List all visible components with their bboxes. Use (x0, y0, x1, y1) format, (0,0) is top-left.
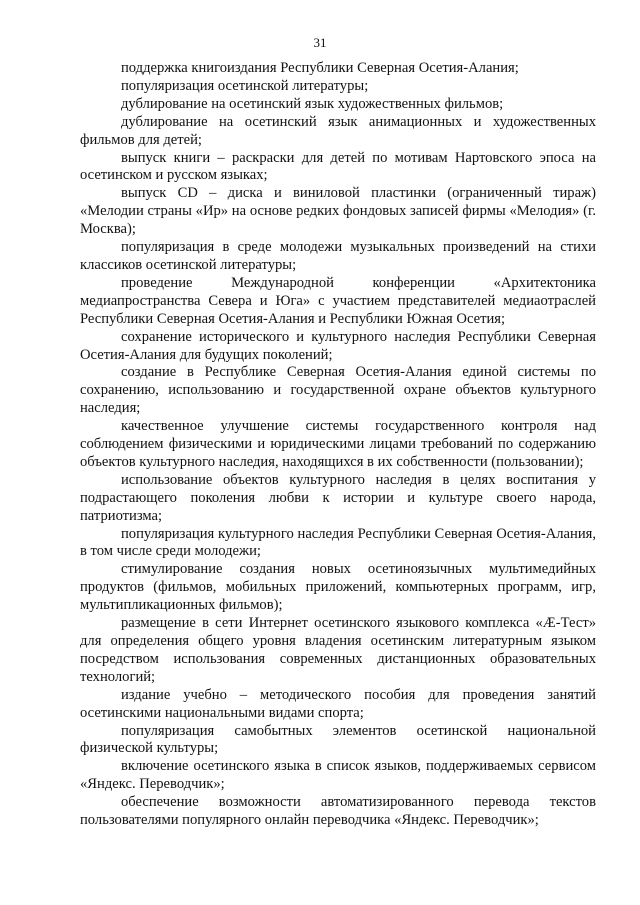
paragraph: размещение в сети Интернет осетинского языкового комплекса «Æ-Тест» для определения общего уровня владения осетинским литературным языком посредством использования современных дистанционных образовательных технологий; (80, 615, 596, 685)
paragraph: обеспечение возможности автоматизированного перевода текстов пользователями популярного онлайн переводчика «Яндекс. Переводчик»; (80, 794, 596, 829)
paragraph: дублирование на осетинский язык анимационных и художественных фильмов для детей; (80, 113, 596, 148)
paragraph: использование объектов культурного наследия в целях воспитания у подрастающего поколения любви к истории и культуре своего народа, патриотизма; (80, 471, 596, 524)
paragraph: популяризация осетинской литературы; (121, 77, 369, 94)
paragraph: выпуск книги – раскраски для детей по мотивам Нартовского эпоса на осетинском и русском языках; (80, 149, 596, 184)
paragraph: создание в Республике Северная Осетия-Алания единой системы по сохранению, использованию и государственной охране объектов культурного наследия; (80, 364, 596, 417)
paragraph: проведение Международной конференции «Архитектоника медиапространства Севера и Юга» с участием представителей медиаотраслей Республики Северная Осетия-Алания и Республики Южная Осетия; (80, 274, 596, 327)
page-number: 31 (313, 35, 327, 50)
paragraph: поддержка книгоиздания Республики Северная Осетия-Алания; (121, 60, 519, 76)
paragraph: популяризация в среде молодежи музыкальных произведений на стихи классиков осетинской литературы; (80, 239, 596, 273)
paragraph: издание учебно – методического пособия для проведения занятий осетинскими национальными видами спорта; (80, 686, 596, 721)
document-body (80, 60, 596, 830)
paragraph: популяризация самобытных элементов осетинской национальной физической культуры; (80, 722, 596, 757)
paragraph: стимулирование создания новых осетиноязычных мультимедийных продуктов (фильмов, мобильных приложений, компьютерных программ, игр, мультипликационных фильмов); (80, 561, 596, 614)
paragraph: выпуск CD – диска и виниловой пластинки (ограниченный тираж) «Мелодии страны «Ир» на основе редких фондовых записей фирмы «Мелодия» (г. Москва); (80, 185, 596, 238)
paragraph: дублирование на осетинский язык художественных фильмов; (121, 95, 504, 112)
paragraph: сохранение исторического и культурного наследия Республики Северная Осетия-Алания для будущих поколений; (80, 328, 596, 363)
paragraph: включение осетинского языка в список языков, поддерживаемых сервисом «Яндекс. Переводчик»; (80, 758, 596, 793)
paragraph: популяризация культурного наследия Республики Северная Осетия-Алания, в том числе среди молодежи; (80, 525, 596, 560)
paragraph: качественное улучшение системы государственного контроля над соблюдением физическими и юридическими лицами требований по содержанию объектов культурного наследия, находящихся в их собственности (пользовании); (80, 418, 596, 470)
